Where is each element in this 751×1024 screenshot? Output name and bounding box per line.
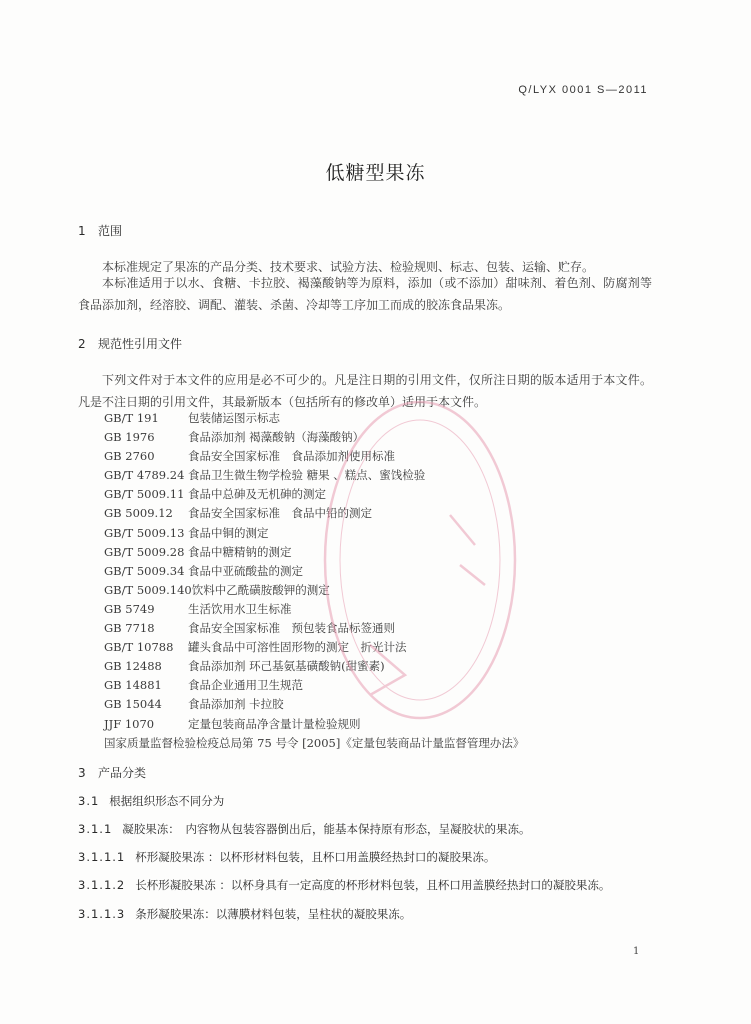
clause-3-1-1-1: 3.1.1.1 杯形凝胶果冻 ：以杯形材料包装，且杯口用盖膜经热封口的凝胶果冻。: [78, 850, 496, 864]
reference-item: GB/T 10788 罐头食品中可溶性固形物的测定 折光计法: [104, 640, 407, 655]
section-title: 范围: [98, 224, 123, 238]
reference-item: GB 5749 生活饮用水卫生标准: [104, 601, 292, 616]
clause-3-1: 3.1 根据组织形态不同分为: [78, 794, 225, 808]
section-title: 规范性引用文件: [98, 337, 183, 351]
clause-3-1-1: 3.1.1 凝胶果冻： 内容物从包装容器倒出后，能基本保持原有形态，呈凝胶状的果冻。: [78, 822, 531, 836]
reference-item: GB/T 4789.24 食品卫生微生物学检验 糖果 、糕点、蜜饯检验: [104, 468, 426, 483]
clause-3-1-1-3: 3.1.1.3 条形凝胶果冻：以薄膜材料包装，呈柱状的凝胶果冻。: [78, 907, 412, 921]
reference-item: GB 1976 食品添加剂 褐藻酸钠（海藻酸钠）: [104, 430, 365, 445]
reference-item: GB/T 5009.13 食品中铜的测定: [104, 525, 269, 540]
reference-item: GB/T 5009.11 食品中总砷及无机砷的测定: [104, 487, 326, 502]
reference-item: GB 2760 食品安全国家标准 食品添加剂使用标准: [104, 449, 395, 464]
section-number: 3: [78, 766, 86, 780]
standard-number: Q/LYX 0001 S—2011: [518, 84, 648, 96]
section-number: 1: [78, 224, 86, 238]
section-title: 产品分类: [98, 766, 147, 780]
reference-item: 国家质量监督检验检疫总局第 75 号令 [2005]《定量包装商品计量监督管理办法》: [104, 735, 525, 750]
reference-item: JJF 1070 定量包装商品净含量计量检验规则: [104, 716, 361, 731]
reference-item: GB 15044 食品添加剂 卡拉胶: [104, 697, 284, 712]
reference-list: [104, 409, 524, 753]
section-1-heading: [78, 222, 122, 239]
section-2-heading: [78, 335, 182, 352]
reference-item: GB/T 5009.140饮料中乙酰磺胺酸钾的测定: [104, 582, 330, 597]
scope-paragraph-1: 本标准规定了果冻的产品分类、技术要求、试验方法、检验规则、标志、包装、运输、贮存。: [102, 260, 595, 274]
reference-item: GB/T 191 包装储运图示标志: [104, 411, 280, 425]
reference-item: GB 14881 食品企业通用卫生规范: [104, 678, 303, 693]
document-title: 低糖型果冻: [325, 162, 426, 184]
reference-item: GB/T 5009.28 食品中糖精钠的测定: [104, 544, 292, 559]
reference-item: GB 12488 食品添加剂 环己基氨基磺酸钠(甜蜜素): [104, 659, 385, 674]
section-3-heading: [78, 764, 146, 781]
reference-item: GB/T 5009.34 食品中亚硫酸盐的测定: [104, 563, 303, 578]
clause-3-1-1-2: 3.1.1.2 长杯形凝胶果冻 ：以杯身具有一定高度的杯形材料包装，且杯口用盖膜经热封口的凝胶果冻。: [78, 878, 611, 892]
section-number: 2: [78, 337, 86, 351]
reference-item: GB 7718 食品安全国家标准 预包装食品标签通则: [104, 621, 395, 636]
reference-item: GB 5009.12 食品安全国家标准 食品中铅的测定: [104, 506, 372, 521]
scope-paragraph-2: 本标准适用于以水、食糖、卡拉胶、褐藻酸钠等为原料，添加（或不添加）甜味剂、着色剂、防腐剂等食品添加剂，经溶胶、调配、灌装、杀菌、冷却等工序加工而成的胶冻食品果冻。: [78, 276, 652, 312]
references-intro: 下列文件对于本文件的应用是必不可少的。凡是注日期的引用文件，仅所注日期的版本适用于本文件。凡是不注日期的引用文件，其最新版本（包括所有的修改单）适用于本文件。: [78, 373, 652, 409]
page-number: 1: [633, 946, 640, 957]
